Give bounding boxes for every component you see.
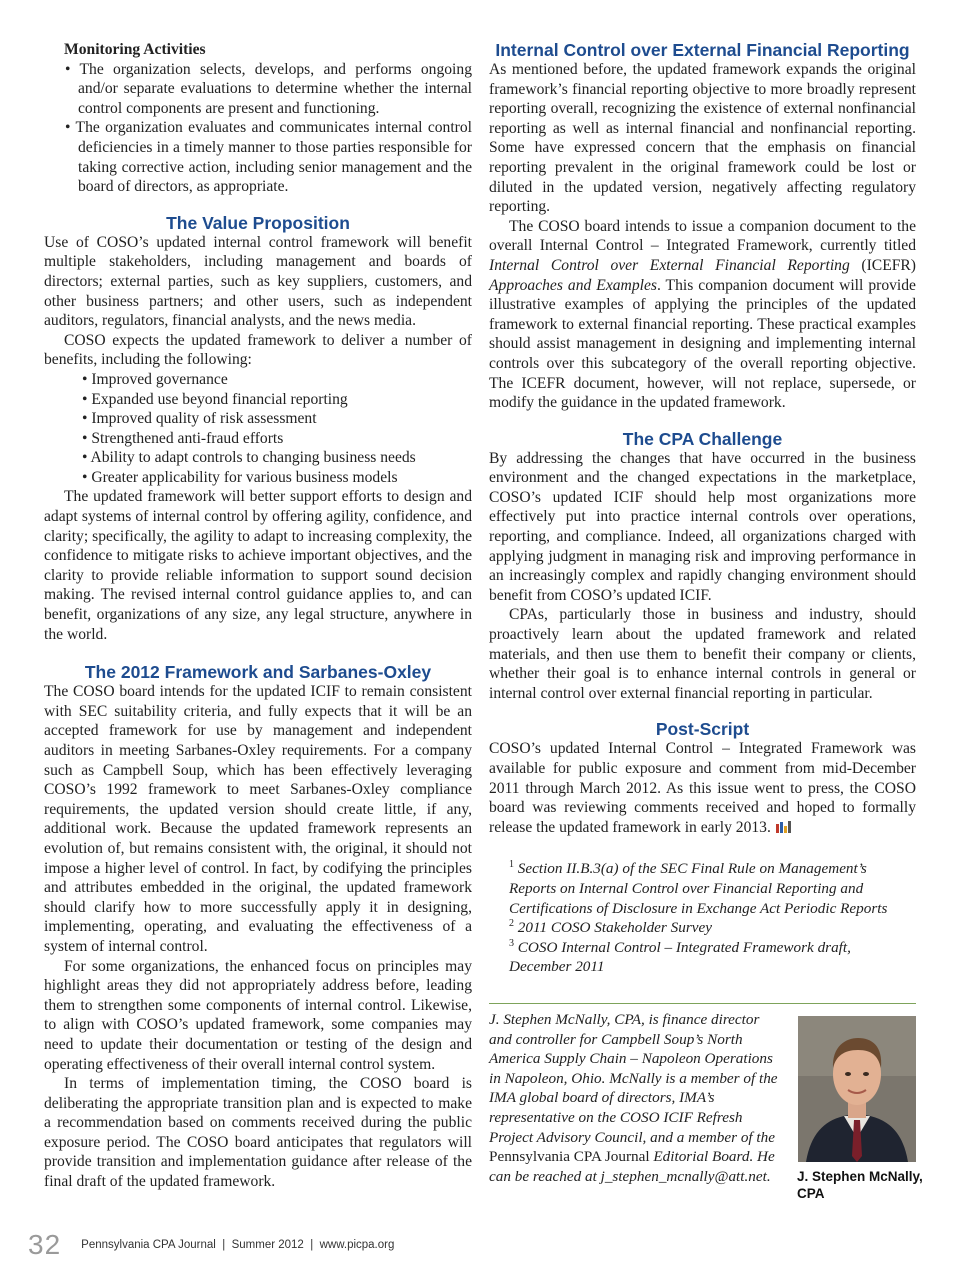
sox-heading: The 2012 Framework and Sarbanes-Oxley: [84, 662, 432, 683]
cpa-challenge-heading: The CPA Challenge: [622, 428, 783, 449]
publication-info: Pennsylvania CPA Journal | Summer 2012 | www.picpa.org: [81, 1239, 395, 1251]
benefit-item: • Expanded use beyond financial reporting: [82, 390, 348, 408]
author-portrait-image: [798, 1016, 916, 1162]
benefit-item: • Improved governance: [82, 370, 228, 388]
post-script-heading: Post-Script: [655, 719, 750, 740]
footnotes: [489, 859, 916, 977]
icefr-document-title: Internal Control over External Financial Reporting: [489, 256, 850, 274]
right-column: [489, 40, 916, 977]
photo-caption: J. Stephen McNally, CPA: [797, 1169, 923, 1201]
cpa-paragraph-1: By addressing the changes that have occurred in the business environment and the changed expectations in the marketplace, COSO’s updated ICIF should help most organizations more effectively put into practice internal controls over operations, reporting, and compliance. Indeed, all organizations charged with applying judgment in managing risk and improving performance in an increasingly complex and rapidly changing environment should benefit from COSO’s updated ICIF.: [489, 449, 916, 604]
author-photo: [798, 1016, 916, 1162]
footnote-2: $^2$ 2011 COSO Stakeholder Survey: [509, 918, 712, 937]
sox-paragraph-1: The COSO board intends for the updated ICIF to remain consistent with SEC suitability criteria, and fully expects that it will be an accepted framework for use by management and independent auditors in meeting Sarbanes-Oxley requirements. For a company such as Campbell Soup, which has been effectively leveraging COSO’s 1992 framework to meet Sarbanes-Oxley compliance requirements, the updated version should create little, if any, additional work. Because the updated framework represents an evolution of, but remains consistent with, the original, it should not impose a higher level of control. In fact, by codifying the principles and attributes embedded in the original, the updated framework should clarify how to more successfully apply it in designing, implementing, operating, and evaluating the effectiveness of a system of internal control.: [44, 683, 472, 955]
bio-divider: [489, 1003, 916, 1004]
value-proposition-heading: The Value Proposition: [166, 212, 350, 233]
sox-paragraph-3: In terms of implementation timing, the COSO board is deliberating the appropriate transition plan and is expected to make a recommendation based on comments received during the public exposure period. The COSO board anticipates that regulators will provide transition and implementation guidance after release of the final draft of the updated framework.: [44, 1075, 472, 1191]
page-number: 32: [28, 1229, 62, 1260]
journal-name: Pennsylvania CPA Journal: [489, 1148, 650, 1166]
left-column: [44, 40, 472, 1192]
page-footer: [28, 1228, 394, 1262]
icefr-paragraph-2: The COSO board intends to issue a companion document to the overall Internal Control – Integrated Framework, currently titled Internal Control over External Financial Reporting (ICEFR) Approaches and Examples. This companion document will provide illustrative examples of applying the principles of the updated framework to external financial reporting. These practical examples should assist management in designing and implementing internal controls over this subcategory of the overall reporting objective. The ICEFR document, however, will not replace, supersede, or modify the guidance in the updated framework.: [489, 217, 916, 412]
benefit-item: • Ability to adapt controls to changing business needs: [82, 449, 416, 467]
end-of-article-icon: [775, 820, 793, 834]
monitoring-bullet-2: • The organization evaluates and communicates internal control deficiencies in a timely manner to those parties responsible for taking corrective action, including senior management and the board of directors, as appropriate.: [65, 119, 472, 196]
value-paragraph-3: The updated framework will better support efforts to design and adapt systems of internal control by offering agility, confidence, and clarity; specifically, the agility to adapt to increasing complexity, the confidence to mitigate risks to achieve important objectives, and the clarity to provide reliable information to support sound decision making. The revised internal control guidance applies to, and can benefit, organizations of any size, any legal structure, anywhere in the world.: [44, 488, 472, 643]
monitoring-bullet-1: • The organization selects, develops, and performs ongoing and/or separate evaluations to determine whether the internal control components are present and functioning.: [65, 60, 472, 117]
benefit-item: • Improved quality of risk assessment: [82, 410, 317, 428]
value-paragraph-2: COSO expects the updated framework to deliver a number of benefits, including the following:: [44, 331, 472, 369]
monitoring-heading: Monitoring Activities: [64, 41, 206, 58]
icefr-document-subtitle: Approaches and Examples: [489, 276, 657, 294]
benefit-item: • Greater applicability for various business models: [82, 468, 398, 486]
footnote-1: $^1$ Section II.B.3(a) of the SEC Final Rule on Management’s Reports on Internal Control over Financial Reporting and Certifications of Disclosure in Exchange Act Periodic Reports: [509, 859, 888, 917]
author-bio: J. Stephen McNally, CPA, is finance director and controller for Campbell Soup’s North America Supply Chain – Napoleon Operations in Napoleon, Ohio. McNally is a member of the IMA global board of directors, IMA’s representative on the COSO ICIF Refresh Project Advisory Council, and a member of the Pennsylvania CPA Journal Editorial Board. He can be reached at j_stephen_mcnally@att.net.: [489, 1011, 778, 1185]
cpa-paragraph-2: CPAs, particularly those in business and industry, should proactively learn about the updated framework and related materials, and then use them to benefit their company or clients, whether their goal is to enhance internal controls in general or internal control over external financial reporting in particular.: [489, 606, 916, 702]
sox-paragraph-2: For some organizations, the enhanced focus on principles may highlight areas they did not appropriately address before, leading them to strengthen some components of internal control. Likewise, to align with COSO’s updated framework, some companies may need to update their documentation or testing of the design and operating effectiveness of their overall internal control system.: [44, 957, 472, 1073]
value-paragraph-1: Use of COSO’s updated internal control framework will benefit multiple stakeholders, including management and boards of directors; external parties, such as key suppliers, customers, and other business partners; and other users, such as independent auditors, regulators, financial analysts, and the news media.: [44, 233, 472, 330]
icefr-heading: Internal Control over External Financial Reporting: [495, 40, 910, 60]
icefr-paragraph-1: As mentioned before, the updated framework expands the original framework’s financial reporting objective to more broadly represent reporting overall, recognizing the existence of external nonfinancial reporting as well as internal financial and nonfinancial reporting. Some have expressed concern that the emphasis on financial reporting prevalent in the original framework could be lost or diluted in the updated version, negatively affecting regulatory reporting.: [489, 61, 916, 216]
benefit-item: • Strengthened anti-fraud efforts: [82, 429, 284, 447]
post-script-paragraph: COSO’s updated Internal Control – Integrated Framework was available for public exposure and comment from mid-December 2011 through March 2012. As this issue went to press, the COSO board was reviewing comments received and hoped to formally release the updated framework in early 2013.: [489, 740, 916, 836]
footnote-3: $^3$ COSO Internal Control – Integrated Framework draft, December 2011: [509, 937, 851, 976]
